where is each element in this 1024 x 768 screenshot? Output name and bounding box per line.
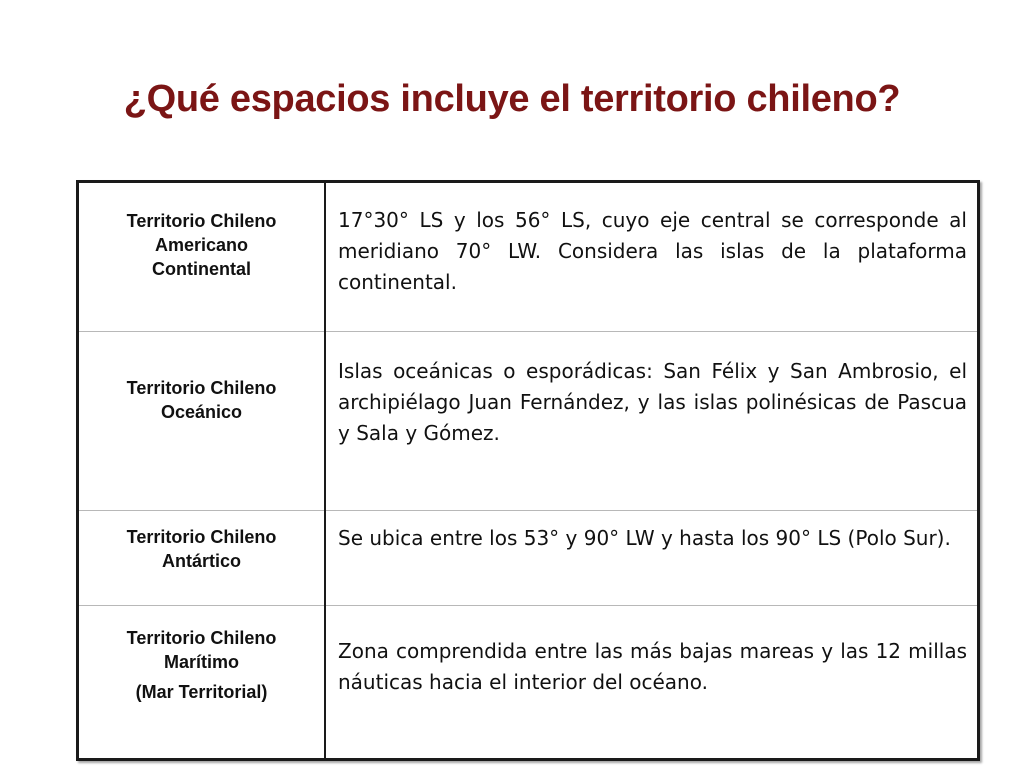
- territory-table: [76, 180, 980, 761]
- row-description: Islas oceánicas o esporádicas: San Félix y San Ambrosio, el archipiélago Juan Fernández, y las islas polinésicas de Pascua y Sala y Gómez.: [325, 332, 979, 511]
- row-description: Se ubica entre los 53° y 90° LW y hasta los 90° LS (Polo Sur).: [325, 511, 979, 606]
- table-row: [78, 182, 979, 332]
- row-label-cell: [78, 606, 326, 760]
- row-label-line: Territorio Chileno: [126, 378, 277, 398]
- row-label-line: (Mar Territorial): [135, 682, 268, 702]
- row-label-cell: [78, 511, 326, 606]
- row-description: 17°30° LS y los 56° LS, cuyo eje central se corresponde al meridiano 70° LW. Considera las islas de la plataforma continental.: [325, 182, 979, 332]
- row-label-line: Oceánico: [160, 402, 243, 422]
- row-label-line: Antártico: [161, 551, 241, 571]
- row-label-cell: [78, 182, 326, 332]
- row-label-line: Territorio Chileno: [126, 211, 277, 231]
- row-label-cell: [78, 332, 326, 511]
- table-row: [78, 606, 979, 760]
- table-row: [78, 332, 979, 511]
- table-row: [78, 511, 979, 606]
- slide-title: ¿Qué espacios incluye el territorio chileno?: [123, 78, 901, 120]
- row-description: Zona comprendida entre las más bajas mareas y las 12 millas náuticas hacia el interior del océano.: [325, 606, 979, 760]
- row-label-line: Territorio Chileno: [126, 628, 277, 648]
- row-label-line: Americano: [154, 235, 249, 255]
- row-label-line: Territorio Chileno: [126, 527, 277, 547]
- row-label-line: Continental: [152, 259, 251, 279]
- row-label-line: Marítimo: [163, 652, 239, 672]
